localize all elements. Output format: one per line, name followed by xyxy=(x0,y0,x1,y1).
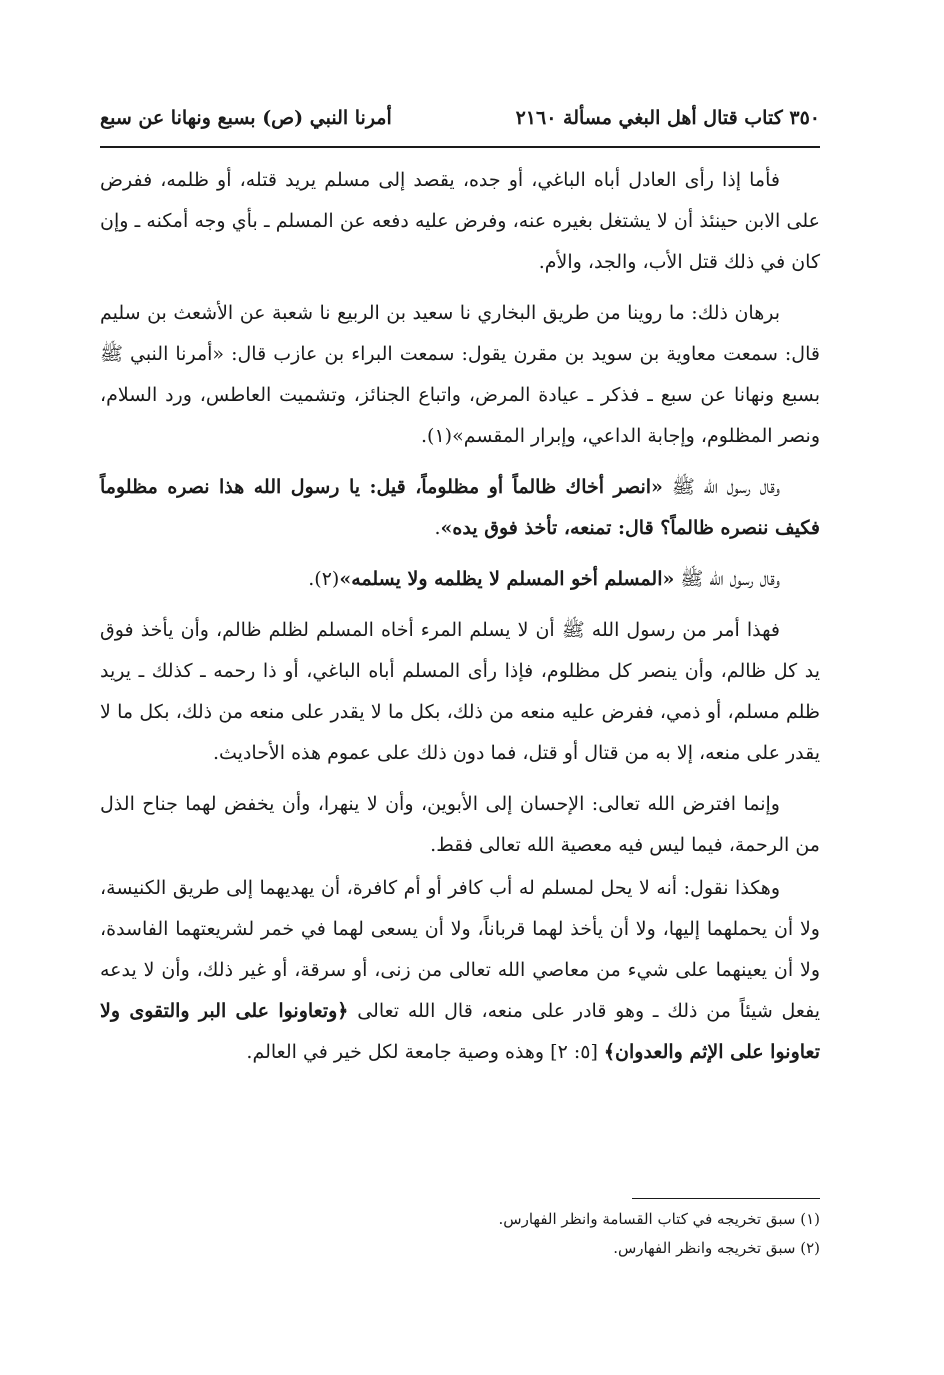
text-run: (٢). xyxy=(308,568,340,590)
text-run: وقال رسول الله ﷺ xyxy=(674,568,780,590)
issue-number: مسألة ٢١٦٠ xyxy=(515,107,612,129)
page-number: ٣٥٠ xyxy=(789,107,820,129)
text-run: وقال رسول الله ﷺ xyxy=(662,476,781,498)
paragraph: برهان ذلك: ما روينا من طريق البخاري نا سعيد بن الربيع نا شعبة عن الأشعث بن سليم قال: سمعت معاوية بن سويد بن مقرن يقول: سمعت البراء بن عازب قال: «أمرنا النبي ﷺ بسبع ونهانا عن سبع ـ فذكر ـ عيادة المرض، واتباع الجنائز، وتشميت العاطس، ورد السلام، ونصر المظلوم، وإجابة الداعي، وإبرار المقسم»(١). xyxy=(100,302,820,447)
text-run: وهكذا نقول: أنه لا يحل لمسلم له أب كافر أو أم كافرة، أن يهديهما إلى طريق الكنيسة، ولا أن يحملهما إليها، ولا أن يأخذ لهما قرباناً، ولا أن يسعى لهما في خمر لشريعتهما الفاسدة، ولا أن يعينهما على شيء من معاصي الله تعالى من زنى، أو سرقة، أو غير ذلك، وأن لا يدعه يفعل شيئاً من ذلك ـ وهو قادر على منعه، قال الله تعالى xyxy=(100,877,821,1022)
book-title: كتاب قتال أهل البغي xyxy=(618,107,783,129)
running-title: أمرنا النبي (ص) بسبع ونهانا عن سبع xyxy=(100,107,392,129)
hadith-quote: «المسلم أخو المسلم لا يظلمه ولا يسلمه» xyxy=(339,568,675,590)
text-run: [٥: ٢] وهذه وصية جامعة لكل خير في العالم. xyxy=(246,1041,604,1063)
paragraph: فهذا أمر من رسول الله ﷺ أن لا يسلم المرء أخاه المسلم لظلم ظالم، وأن يأخذ فوق يد كل ظالم، وأن ينصر كل مظلوم، فإذا رأى المسلم أباه الباغي، أو ذا رحمه ـ كذلك ـ يريد ظلم مسلم، أو ذمي، ففرض عليه منعه من ذلك، بكل ما لا يقدر على منعه من ذلك، بكل ما لا يقدر على منعه، إلا به من قتال أو قتل، فما دون ذلك على عموم هذه الأحاديث. xyxy=(100,619,820,764)
text-run: . xyxy=(434,517,441,539)
paragraph xyxy=(100,467,820,549)
footnote-1: (١) سبق تخريجه في كتاب القسامة وانظر الفهارس. xyxy=(498,1210,820,1228)
quran-verse: ﴿وتعاونوا على البر والتقوى ولا تعاونوا على الإثم والعدوان﴾ xyxy=(100,1000,820,1063)
header-right xyxy=(516,107,820,129)
paragraph xyxy=(100,559,820,600)
footnote-divider xyxy=(632,1198,820,1199)
page-header xyxy=(100,98,820,138)
hadith-quote: «انصر أخاك ظالماً أو مظلوماً، قيل: يا رسول الله هذا نصره مظلوماً فكيف ننصره ظالماً؟ قال: تمنعه، تأخذ فوق يده» xyxy=(100,476,820,539)
paragraph: فأما إذا رأى العادل أباه الباغي، أو جده، يقصد إلى مسلم يريد قتله، أو ظلمه، ففرض على الابن حينئذ أن لا يشتغل بغيره عنه، وفرض عليه دفعه عن المسلم ـ بأي وجه أمكنه ـ وإن كان في ذلك قتل الأب، والجد، والأم. xyxy=(100,169,820,273)
main-text xyxy=(100,160,820,1083)
footnotes xyxy=(100,1205,820,1263)
header-divider xyxy=(100,146,820,148)
paragraph xyxy=(100,868,820,1073)
paragraph: وإنما افترض الله تعالى: الإحسان إلى الأبوين، وأن لا ينهرا، وأن يخفض لهما جناح الذل من الرحمة، فيما ليس فيه معصية الله تعالى فقط. xyxy=(100,793,820,856)
footnote-2: (٢) سبق تخريجه وانظر الفهارس. xyxy=(613,1239,820,1257)
